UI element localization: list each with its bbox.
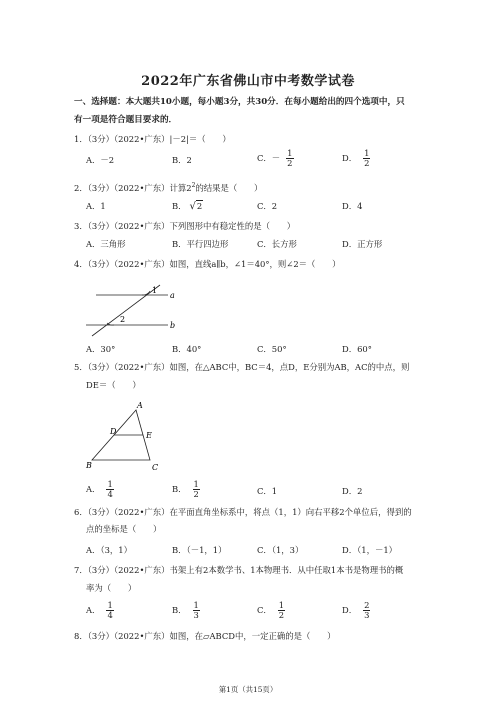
question-8-stem: 8．（3分）（2022•广东）如图，在▱ABCD中，一定正确的是（ ）	[74, 631, 336, 641]
q7-option-b	[172, 601, 200, 620]
q5-option-b-fraction	[193, 480, 200, 499]
question-3-stem: 3．（3分）（2022•广东）下列图形中有稳定性的是（ ）	[74, 221, 296, 231]
q6-option-c: C．（1，3）	[257, 545, 304, 555]
q1-c-numerator: 1	[287, 148, 293, 158]
q7-option-d-label: D．	[342, 605, 358, 615]
angle-2-label: 2	[120, 315, 126, 324]
q4-option-a: A．30°	[86, 344, 116, 354]
section-header-line-1: 一、选择题：本大题共10小题，每小题3分，共30分．在每小题给出的四个选项中，只	[74, 97, 405, 107]
q7-option-a-label: A．	[86, 605, 101, 615]
line-a-label: a	[170, 291, 175, 300]
q5-a-denominator: 4	[107, 489, 113, 499]
q5-option-c: C．1	[257, 486, 278, 496]
q4-option-d: D．60°	[342, 344, 372, 354]
question-1-stem: 1．（3分）（2022•广东）|－2|＝（ ）	[74, 134, 231, 144]
q3-option-d: D．正方形	[342, 239, 383, 249]
q1-option-b: B．2	[172, 155, 192, 165]
section-header-line-2: 有一项是符合题目要求的．	[74, 115, 178, 125]
question-5-stem-line-2: DE＝（ ）	[86, 380, 141, 390]
q1-option-c	[257, 149, 294, 168]
page-title: 2022年广东省佛山市中考数学试卷	[141, 74, 355, 89]
q7-b-numerator: 1	[193, 600, 199, 610]
q1-option-c-fraction	[286, 149, 293, 168]
q7-option-a-fraction	[106, 601, 113, 620]
q7-d-denominator: 3	[364, 610, 370, 620]
q6-option-a: A．（3，1）	[86, 545, 133, 555]
q7-a-denominator: 4	[107, 610, 113, 620]
q5-option-a-label: A．	[86, 484, 101, 494]
point-e-label: E	[146, 431, 152, 440]
q5-option-a	[86, 480, 114, 499]
q4-option-b: B．40°	[172, 344, 202, 354]
question-7-stem-line-1: 7．（3分）（2022•广东）书架上有2本数学书、1本物理书．从中任取1本书是物理书的概	[74, 565, 404, 575]
point-d-label: D	[110, 427, 117, 436]
angle-1-arc	[142, 291, 150, 295]
q5-b-denominator: 2	[193, 489, 199, 499]
q7-option-d-fraction	[363, 601, 370, 620]
q6-option-d: D．（1，－1）	[342, 545, 398, 555]
q2-radicand: 2	[196, 201, 203, 211]
q1-c-denominator: 2	[287, 158, 293, 168]
q2-stem-pre: 2．（3分）（2022•广东）计算2	[74, 182, 192, 193]
line-b-label: b	[170, 321, 176, 330]
q1-d-denominator: 2	[364, 158, 370, 168]
q2-stem-post: 的结果是（ ）	[195, 182, 263, 193]
q7-a-numerator: 1	[107, 600, 113, 610]
q5-option-b	[172, 480, 200, 499]
q3-option-b: B．平行四边形	[172, 239, 229, 249]
q2-option-b-label: B．	[172, 201, 187, 211]
question-5-stem-line-1: 5．（3分）（2022•广东）如图，在△ABC中，BC＝4，点D，E分别为AB，AC的中点，则	[74, 362, 410, 372]
question-6-stem-line-2: 点的坐标是（ ）	[86, 524, 162, 534]
q4-option-c: C．50°	[257, 344, 287, 354]
q1-option-d-label: D．	[342, 153, 358, 163]
q1-d-numerator: 1	[364, 148, 370, 158]
q7-option-b-label: B．	[172, 605, 187, 615]
q7-option-c-label: C．	[257, 605, 272, 615]
q3-option-c: C．长方形	[257, 239, 297, 249]
parallel-lines-figure	[84, 282, 194, 340]
q7-option-c-fraction	[278, 601, 285, 620]
q6-option-b: B．（－1，1）	[172, 545, 227, 555]
q5-option-d: D．2	[342, 486, 363, 496]
q7-option-b-fraction	[193, 601, 200, 620]
q7-c-numerator: 1	[278, 600, 285, 610]
vertex-c-label: C	[152, 463, 159, 472]
q1-option-d	[342, 149, 370, 168]
q5-option-a-fraction	[106, 480, 113, 499]
question-2-stem	[74, 180, 262, 194]
q2-option-d: D．4	[342, 201, 363, 211]
question-6-stem-line-1: 6．（3分）（2022•广东）在平面直角坐标系中，将点（1，1）向右平移2个单位后，得到的	[74, 507, 412, 517]
angle-1-label: 1	[152, 286, 158, 295]
triangle-figure	[84, 398, 174, 473]
question-4-stem: 4．（3分）（2022•广东）如图，直线a∥b，∠1＝40°，则∠2＝（ ）	[74, 259, 341, 269]
q2-option-a: A．1	[86, 201, 106, 211]
transversal-line	[92, 285, 160, 336]
q2-option-b	[172, 200, 203, 213]
page-footer: 第1页（共15页）	[218, 685, 278, 694]
question-7-stem-line-2: 率为（ ）	[86, 583, 137, 593]
q1-option-d-fraction	[363, 149, 370, 168]
q7-option-c	[257, 601, 285, 620]
q7-option-d	[342, 601, 370, 620]
vertex-a-label: A	[137, 401, 143, 410]
q5-option-b-label: B．	[172, 484, 187, 494]
q5-b-numerator: 1	[193, 479, 199, 489]
q7-option-a	[86, 601, 114, 620]
vertex-b-label: B	[86, 461, 92, 470]
q7-b-denominator: 3	[193, 610, 199, 620]
q5-a-numerator: 1	[107, 479, 113, 489]
q3-option-a: A．三角形	[86, 239, 126, 249]
sqrt-sign-icon: √	[189, 201, 196, 212]
q7-c-denominator: 2	[278, 610, 285, 620]
q7-d-numerator: 2	[364, 600, 370, 610]
q2-option-c: C．2	[257, 201, 278, 211]
q1-option-c-label: C．－	[257, 153, 281, 163]
q1-option-a: A．－2	[86, 155, 115, 165]
q2-exponent: 2	[191, 182, 196, 189]
